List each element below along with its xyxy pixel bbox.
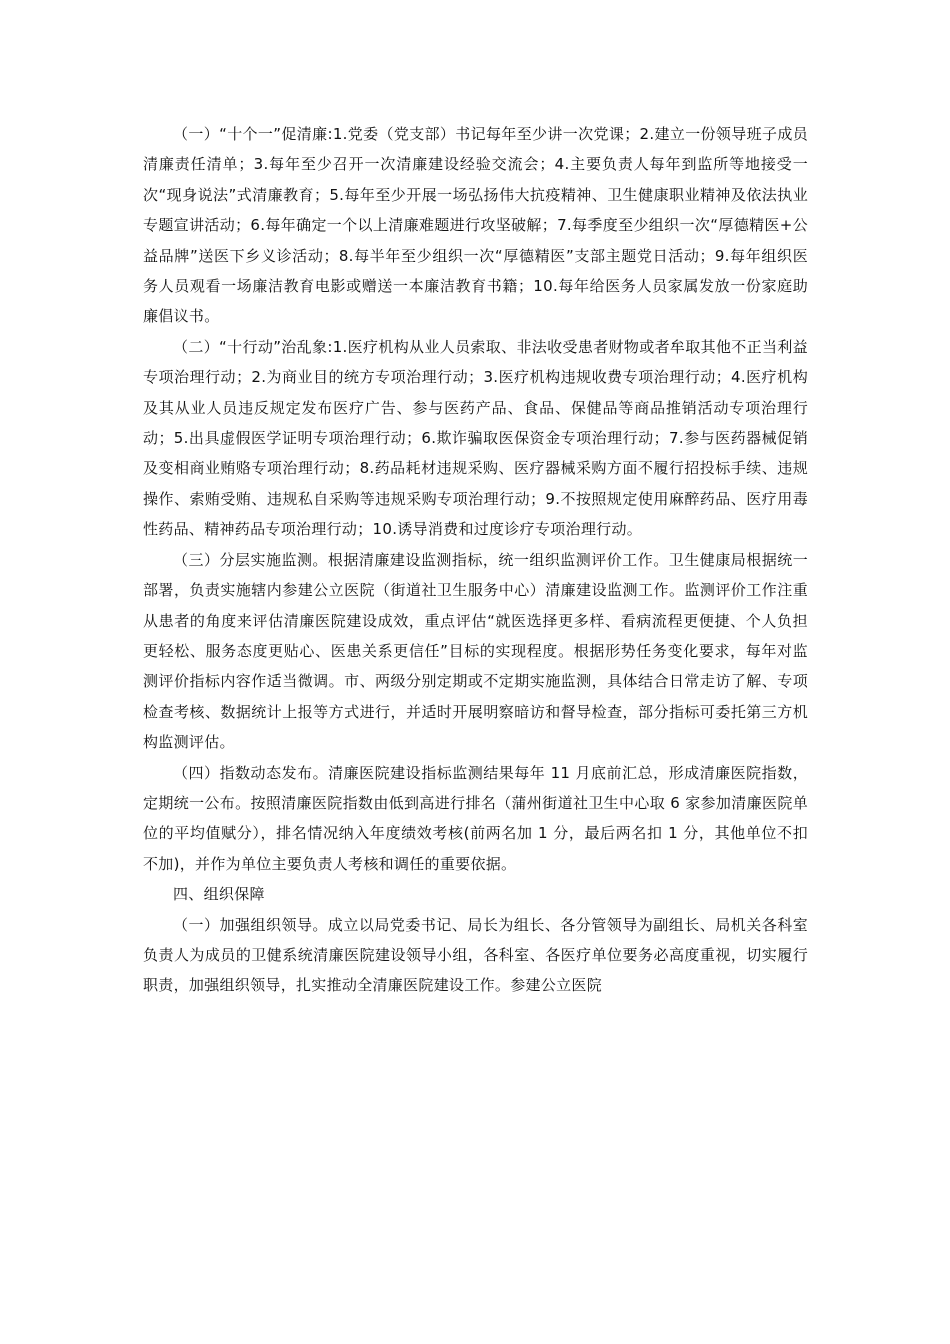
paragraph-leadership: （一）加强组织领导。成立以局党委书记、局长为组长、各分管领导为副组长、局机关各科室负责人为成员的卫健系统清廉医院建设领导小组，各科室、各医疗单位要务必高度重视，切实履行职责，加强组织领导，扎实推动全清廉医院建设工作。参建公立医院 — [143, 915, 808, 995]
paragraph-layered-monitoring: （三）分层实施监测。根据清廉建设监测指标，统一组织监测评价工作。卫生健康局根据统一部署，负责实施辖内参建公立医院（街道社卫生服务中心）清廉建设监测工作。监测评价工作注重从患者的角度来评估清廉医院建设成效，重点评估“就医选择更多样、看病流程更便捷、个人负担更轻松、服务态度更贴心、医患关系更信任”目标的实现程度。根据形势任务变化要求，每年对监测评价指标内容作适当微调。市、两级分别定期或不定期实施监测，具体结合日常走访了解、专项检查考核、数据统计上报等方式进行，并适时开展明察暗访和督导检查，部分指标可委托第三方机构监测评估。 — [143, 550, 808, 752]
paragraph-index-release: （四）指数动态发布。清廉医院建设指标监测结果每年 11 月底前汇总，形成清廉医院指数，定期统一公布。按照清廉医院指数由低到高进行排名（蒲州街道社卫生中心取 6 家参加清廉医院单位的平均值赋分），排名情况纳入年度绩效考核(前两名加 1 分，最后两名扣 1 分，其他单位不扣不加)，并作为单位主要负责人考核和调任的重要依据。 — [143, 763, 808, 873]
document-body — [143, 119, 808, 1001]
section-heading-organization: 四、组织保障 — [173, 885, 265, 904]
paragraph-ten-actions: （二）“十行动”治乱象:1.医疗机构从业人员索取、非法收受患者财物或者牟取其他不正当利益专项治理行动；2.为商业目的统方专项治理行动；3.医疗机构违规收费专项治理行动；4.医疗机构及其从业人员违反规定发布医疗广告、参与医药产品、食品、保健品等商品推销活动专项治理行动；5.出具虚假医学证明专项治理行动；6.欺诈骗取医保资金专项治理行动；7.参与医药器械促销及变相商业贿赂专项治理行动；8.药品耗材违规采购、医疗器械采购方面不履行招投标手续、违规操作、索贿受贿、违规私自采购等违规采购专项治理行动；9.不按照规定使用麻醉药品、医疗用毒性药品、精神药品专项治理行动；10.诱导消费和过度诊疗专项治理行动。 — [143, 337, 808, 539]
paragraph-ten-ones: （一）“十个一”促清廉:1.党委（党支部）书记每年至少讲一次党课；2.建立一份领导班子成员清廉责任清单；3.每年至少召开一次清廉建设经验交流会；4.主要负责人每年到监所等地接受一次“现身说法”式清廉教育；5.每年至少开展一场弘扬伟大抗疫精神、卫生健康职业精神及依法执业专题宣讲活动；6.每年确定一个以上清廉难题进行攻坚破解；7.每季度至少组织一次“厚德精医+公益品牌”送医下乡义诊活动；8.每半年至少组织一次“厚德精医”支部主题党日活动；9.每年组织医务人员观看一场廉洁教育电影或赠送一本廉洁教育书籍；10.每年给医务人员家属发放一份家庭助廉倡议书。 — [143, 125, 808, 326]
